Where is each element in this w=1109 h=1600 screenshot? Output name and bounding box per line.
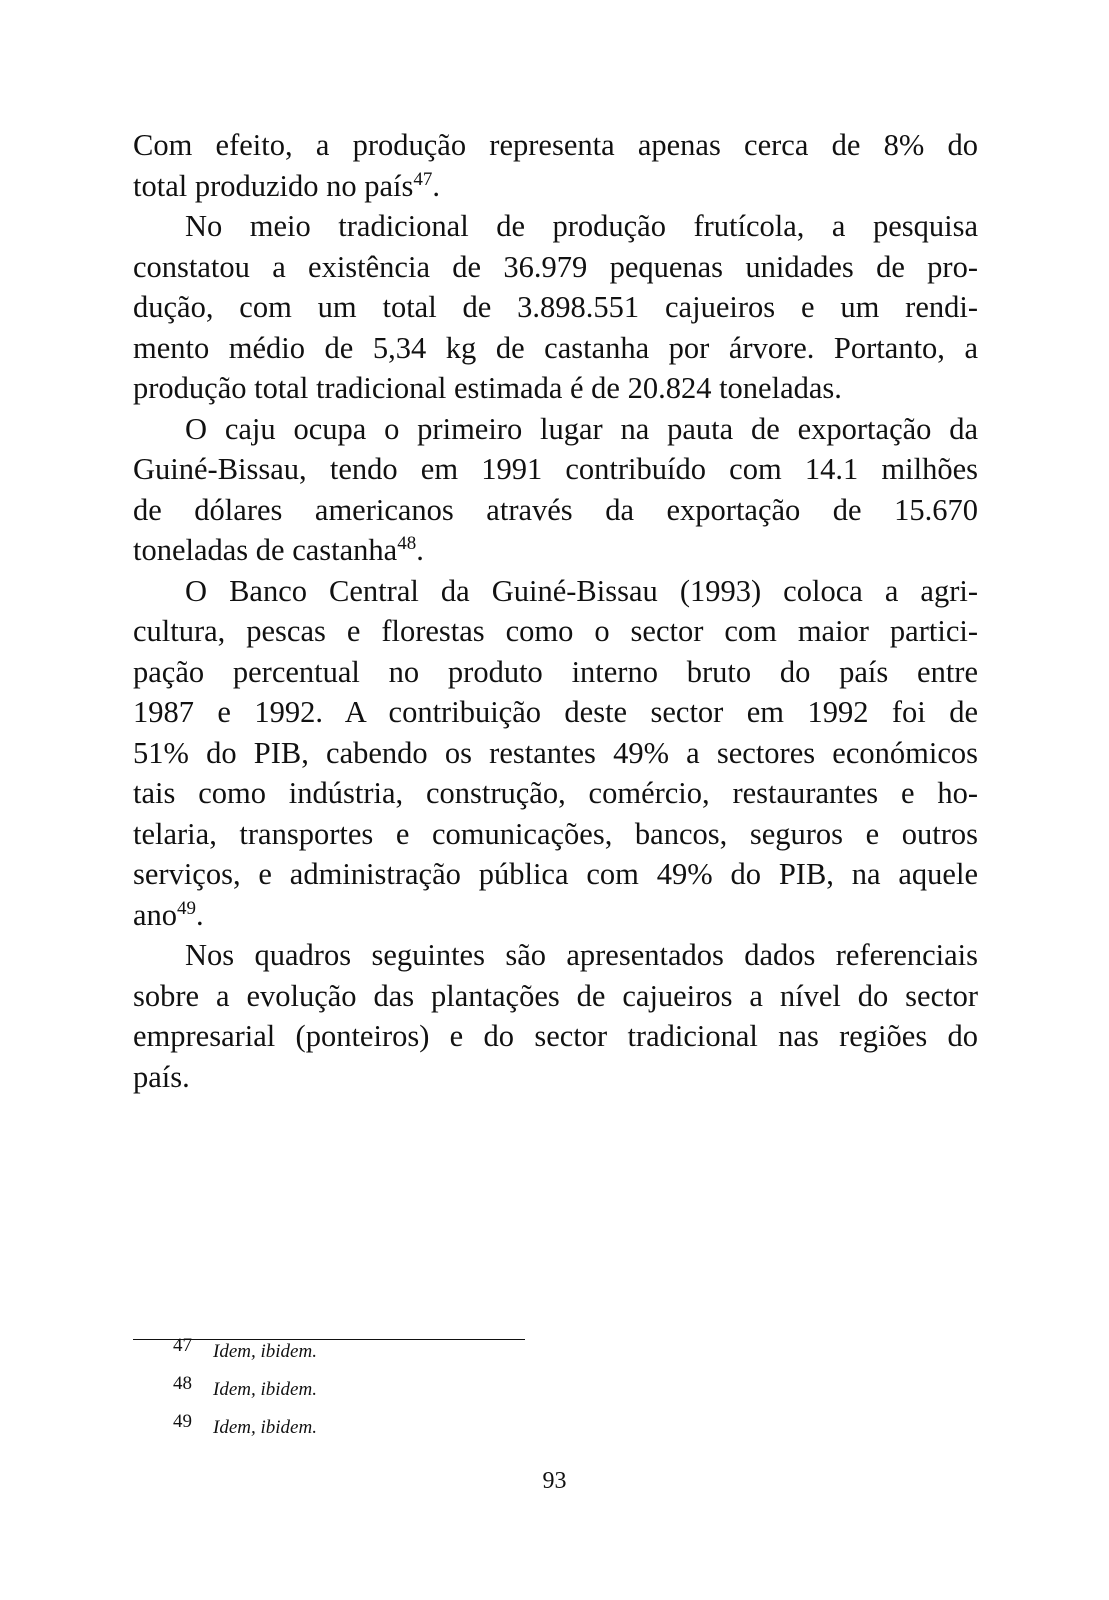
text-line-content: país.	[133, 1059, 190, 1094]
footnote-number: 49	[173, 1411, 192, 1432]
text-line-content: de dólares americanos através da exportação de 15.670	[133, 492, 978, 527]
text-line	[133, 652, 978, 693]
text-line-content: telaria, transportes e comunicações, bancos, seguros e outros	[133, 816, 978, 851]
text-line	[133, 125, 978, 166]
text-line-content: Nos quadros seguintes são apresentados dados referenciais	[185, 938, 978, 972]
text-line	[133, 409, 978, 450]
footnote-text: Idem, ibidem.	[213, 1417, 317, 1438]
footnote-reference: 47	[413, 168, 433, 190]
text-line	[133, 206, 978, 247]
text-line	[133, 1057, 978, 1098]
text-line-content: ano	[133, 897, 178, 932]
text-line-content: tais como indústria, construção, comércio, restaurantes e ho-	[133, 776, 978, 810]
text-line-content: O caju ocupa o primeiro lugar na pauta de exportação da	[185, 411, 978, 446]
text-line-content: produção total tradicional estimada é de 20.824 toneladas.	[133, 371, 842, 405]
text-line	[133, 733, 978, 774]
text-line	[133, 773, 978, 814]
text-line	[133, 611, 978, 652]
text-line	[133, 449, 978, 490]
text-line	[133, 287, 978, 328]
text-line-content: mento médio de 5,34 kg de castanha por árvore. Portanto, a	[133, 330, 978, 365]
text-line	[133, 935, 978, 976]
footnotes	[173, 1330, 317, 1444]
footnote-number: 48	[173, 1373, 192, 1394]
body-text	[133, 125, 978, 1097]
footnote-number: 47	[173, 1335, 192, 1356]
text-line	[133, 166, 978, 207]
text-line-content: serviços, e administração pública com 49% do PIB, na aquele	[133, 857, 978, 891]
punctuation: .	[196, 897, 204, 932]
text-line-content: O Banco Central da Guiné-Bissau (1993) coloca a agri-	[185, 573, 978, 608]
footnote-reference: 49	[177, 897, 197, 919]
text-line	[133, 692, 978, 733]
footnote-47	[173, 1330, 317, 1368]
text-line-content: pação percentual no produto interno bruto do país entre	[133, 654, 978, 689]
text-line-content: 1987 e 1992. A contribuição deste sector em 1992 foi de	[133, 695, 978, 729]
text-line	[133, 976, 978, 1017]
text-line	[133, 571, 978, 612]
page-number: 93	[542, 1468, 567, 1494]
punctuation: .	[432, 168, 441, 203]
footnote-reference: 48	[397, 533, 417, 554]
text-line-content: 51% do PIB, cabendo os restantes 49% a sectores económicos	[133, 735, 978, 770]
text-line	[133, 1016, 978, 1057]
text-line	[133, 530, 978, 571]
text-line-content: cultura, pescas e florestas como o sector com maior partici-	[133, 614, 978, 648]
text-line-content: No meio tradicional de produção frutícola, a pesquisa	[185, 209, 978, 243]
footnote-49	[173, 1406, 317, 1444]
footnote-48	[173, 1368, 317, 1406]
punctuation: .	[416, 533, 424, 567]
text-line	[133, 328, 978, 369]
text-line-content: Guiné-Bissau, tendo em 1991 contribuído com 14.1 milhões	[133, 452, 978, 486]
text-line	[133, 490, 978, 531]
text-line-content: toneladas de castanha	[133, 533, 398, 567]
text-line-content: total produzido no país	[133, 168, 414, 203]
text-line	[133, 895, 978, 936]
text-line-content: Com efeito, a produção representa apenas cerca de 8% do	[133, 128, 978, 162]
text-line-content: dução, com um total de 3.898.551 cajueiros e um rendi-	[133, 290, 978, 324]
text-line	[133, 247, 978, 288]
text-line	[133, 814, 978, 855]
text-line-content: constatou a existência de 36.979 pequenas unidades de pro-	[133, 249, 978, 284]
text-line	[133, 854, 978, 895]
text-line	[133, 368, 978, 409]
footnote-text: Idem, ibidem.	[213, 1379, 317, 1400]
text-line-content: empresarial (ponteiros) e do sector tradicional nas regiões do	[133, 1019, 978, 1053]
text-line-content: sobre a evolução das plantações de cajueiros a nível do sector	[133, 978, 978, 1013]
footnote-text: Idem, ibidem.	[213, 1341, 317, 1362]
